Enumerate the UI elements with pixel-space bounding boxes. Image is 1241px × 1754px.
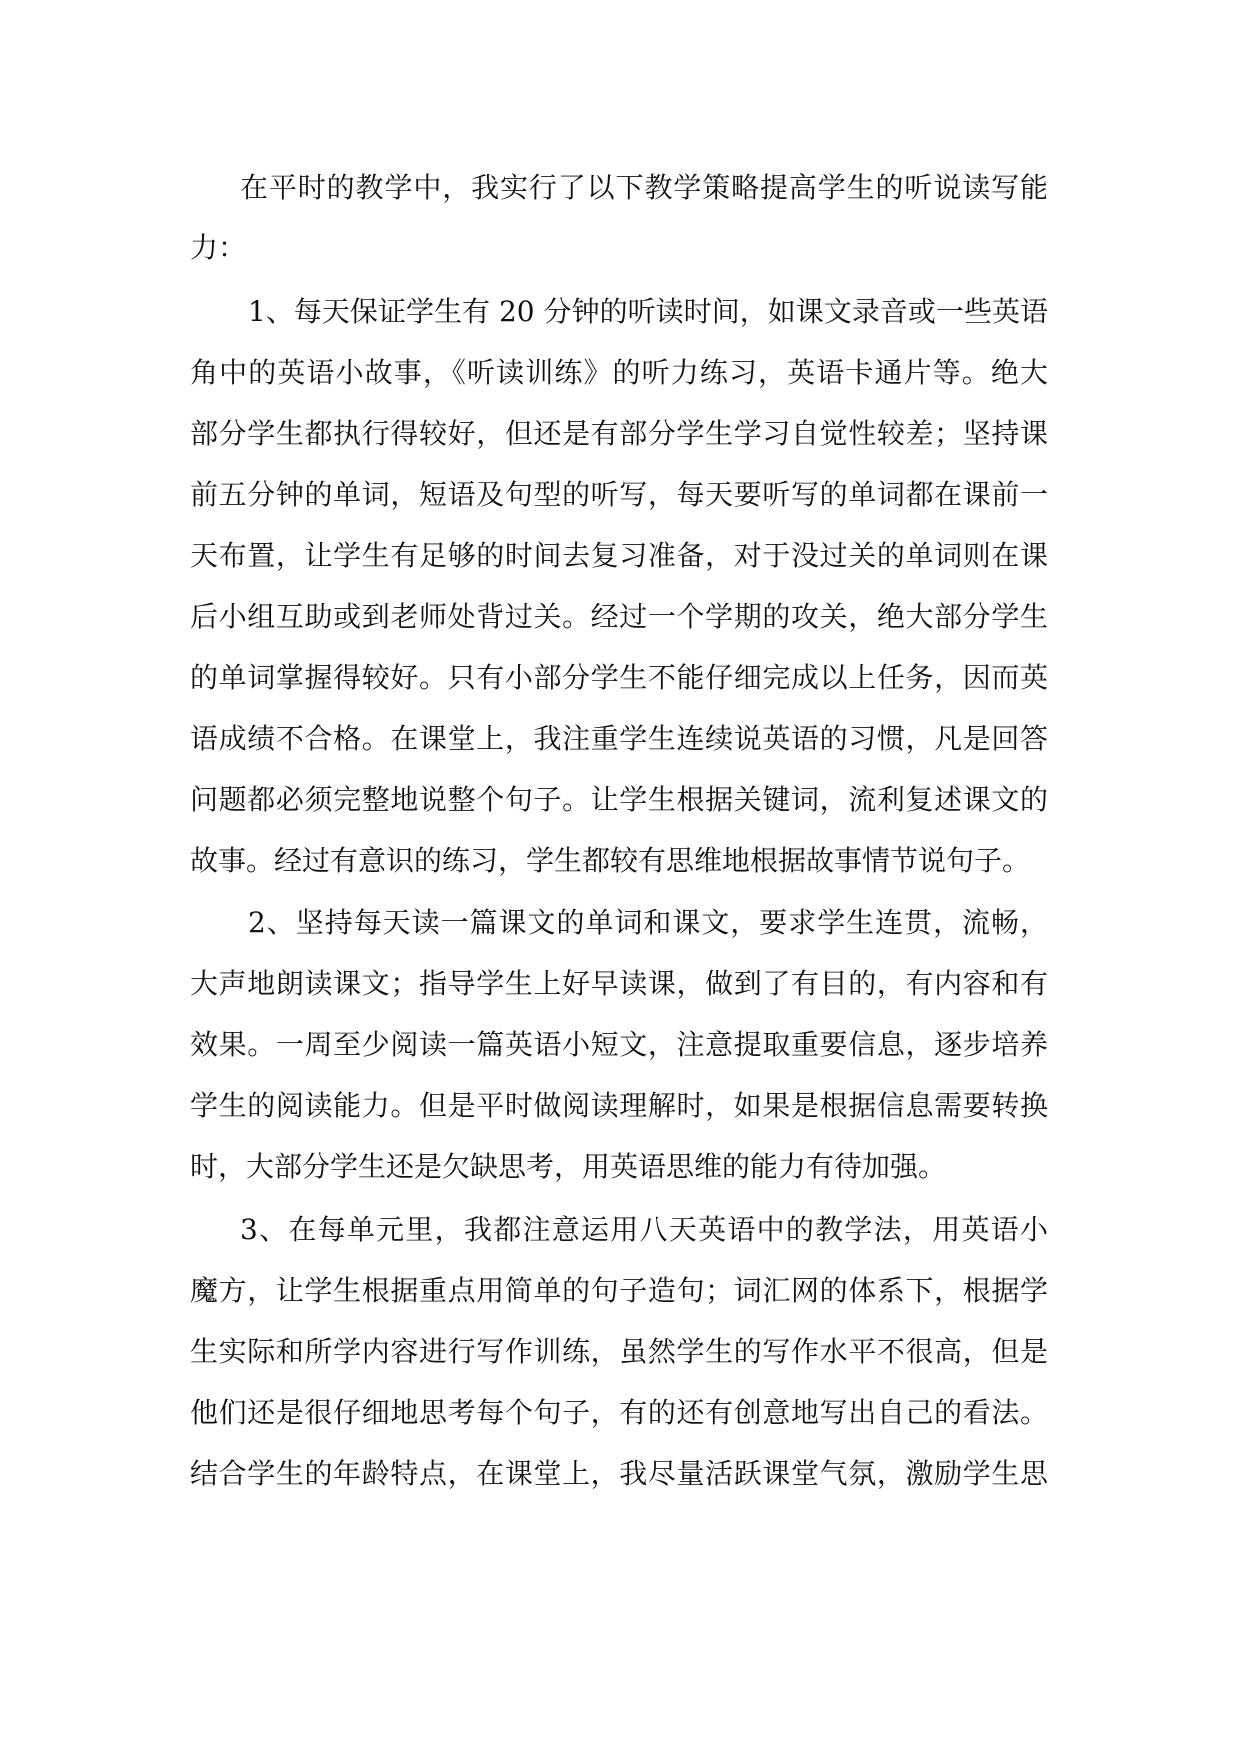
paragraph-2-line-8: 语成绩不合格。在课堂上，我注重学生连续说英语的习惯，凡是回答 — [190, 722, 1048, 755]
paragraph-2-line-3: 部分学生都执行得较好，但还是有部分学生学习自觉性较差；坚持课 — [190, 417, 1048, 450]
paragraph-3-line-5: 时，大部分学生还是欠缺思考，用英语思维的能力有待加强。 — [190, 1150, 947, 1183]
paragraph-3-line-1: 2、坚持每天读一篇课文的单词和课文，要求学生连贯，流畅， — [248, 906, 1048, 939]
paragraph-2-line-4: 前五分钟的单词，短语及句型的听写，每天要听写的单词都在课前一 — [190, 478, 1048, 511]
paragraph-4-line-4: 他们还是很仔细地思考每个句子，有的还有创意地写出自己的看法。 — [190, 1396, 1048, 1429]
paragraph-3-line-2: 大声地朗读课文；指导学生上好早读课，做到了有目的，有内容和有 — [190, 967, 1048, 1000]
paragraph-4-line-2: 魔方，让学生根据重点用简单的句子造句；词汇网的体系下，根据学 — [190, 1274, 1048, 1307]
paragraph-4-line-5: 结合学生的年龄特点，在课堂上，我尽量活跃课堂气氛，激励学生思 — [190, 1457, 1048, 1490]
paragraph-3-line-3: 效果。一周至少阅读一篇英语小短文，注意提取重要信息，逐步培养 — [190, 1028, 1048, 1061]
paragraph-2-line-5: 天布置，让学生有足够的时间去复习准备，对于没过关的单词则在课 — [190, 539, 1048, 572]
paragraph-4-line-3: 生实际和所学内容进行写作训练，虽然学生的写作水平不很高，但是 — [190, 1335, 1048, 1368]
paragraph-2-line-1: 1、每天保证学生有 20 分钟的听读时间，如课文录音或一些英语 — [248, 295, 1048, 328]
paragraph-1-line-1: 在平时的教学中，我实行了以下教学策略提高学生的听说读写能 — [240, 171, 1048, 204]
paragraph-4-line-1: 3、在每单元里，我都注意运用八天英语中的教学法，用英语小 — [240, 1213, 1048, 1246]
paragraph-1-line-2: 力： — [190, 231, 247, 264]
paragraph-2-line-2: 角中的英语小故事，《听读训练》的听力练习，英语卡通片等。绝大 — [190, 356, 1048, 389]
paragraph-2-line-9: 问题都必须完整地说整个句子。让学生根据关键词，流利复述课文的 — [190, 783, 1048, 816]
paragraph-2-line-6: 后小组互助或到老师处背过关。经过一个学期的攻关，绝大部分学生 — [190, 600, 1048, 633]
paragraph-3-line-4: 学生的阅读能力。但是平时做阅读理解时，如果是根据信息需要转换 — [190, 1089, 1048, 1122]
paragraph-2-line-7: 的单词掌握得较好。只有小部分学生不能仔细完成以上任务，因而英 — [190, 661, 1048, 694]
paragraph-2-line-10: 故事。经过有意识的练习，学生都较有思维地根据故事情节说句子。 — [190, 844, 1031, 877]
